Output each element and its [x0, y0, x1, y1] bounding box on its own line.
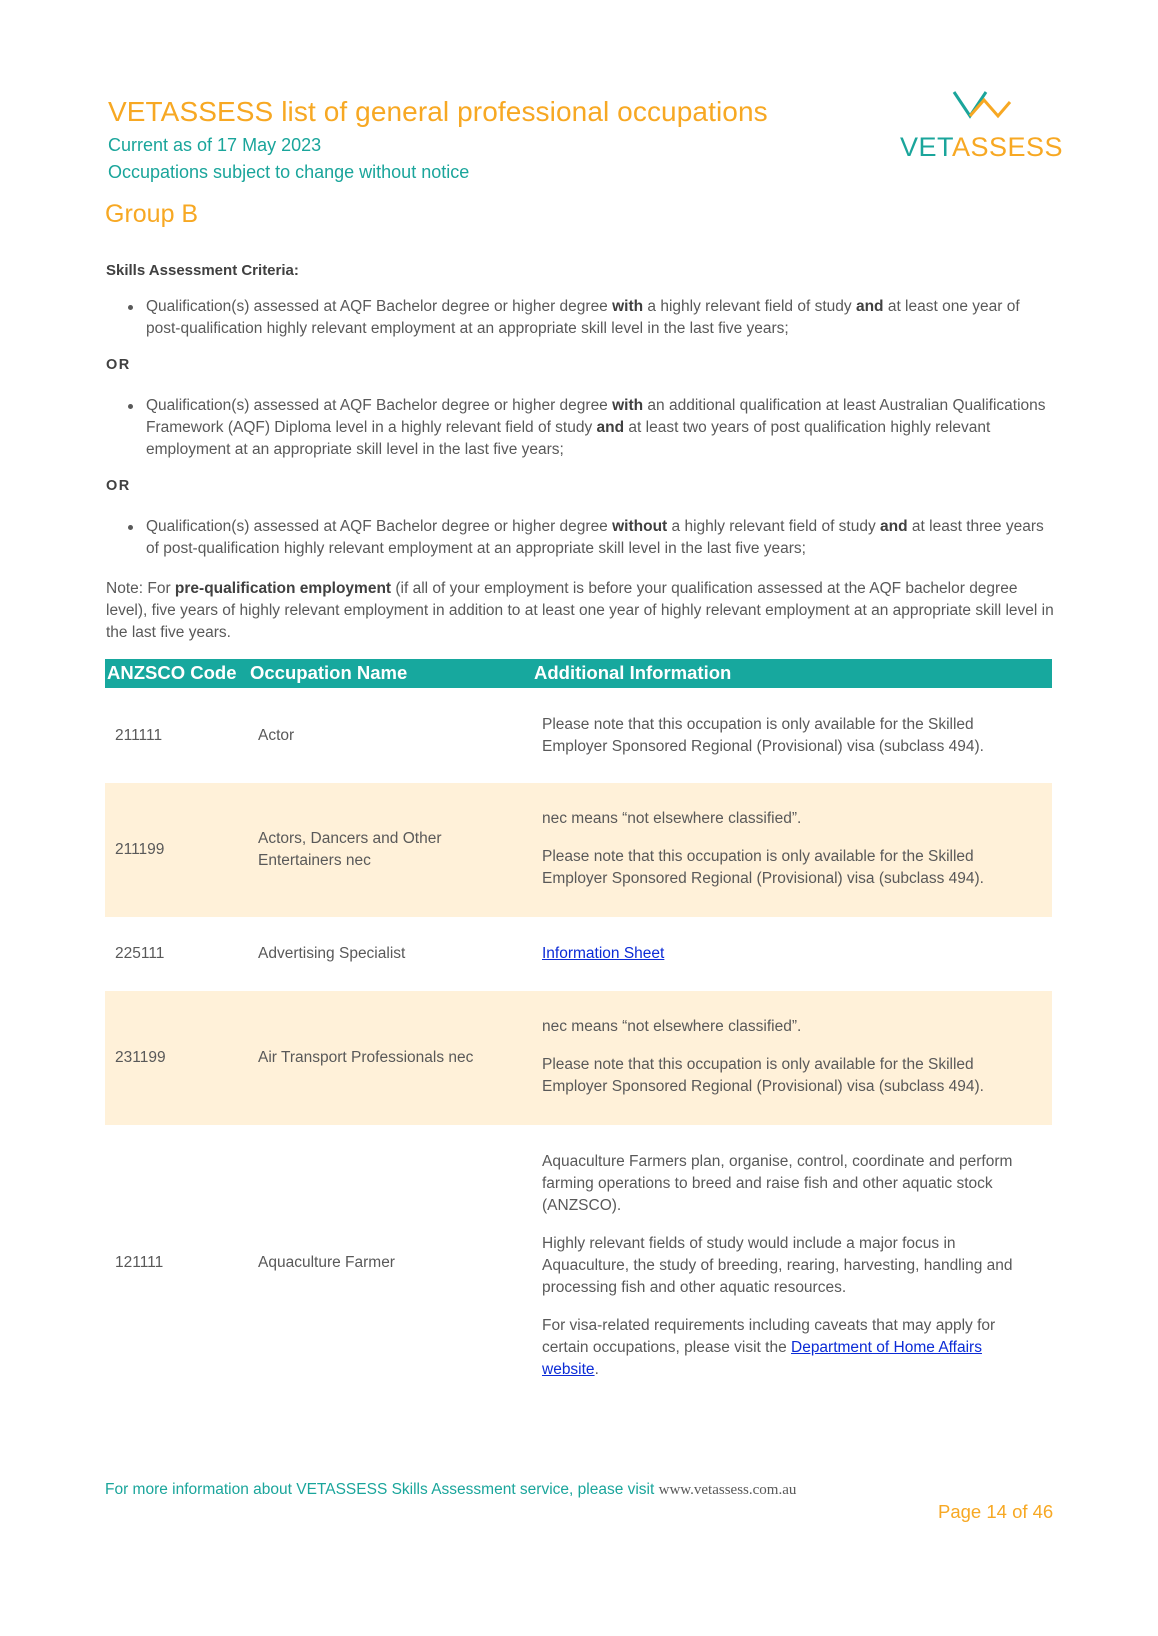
table-row	[105, 917, 1052, 991]
additional-info	[542, 943, 1042, 965]
column-header-info: Additional Information	[534, 662, 732, 683]
additional-info: Please note that this occupation is only available for the Skilled Employer Sponsored Regional (Provisional) visa (subclass 494).	[542, 716, 984, 755]
occupation-name: Actor	[258, 727, 295, 744]
column-header-code: ANZSCO Code	[107, 662, 237, 683]
information-sheet-link[interactable]: Information Sheet	[542, 945, 665, 962]
criteria-bullet: Qualification(s) assessed at AQF Bachelor degree or higher degree with an additional qualification at least Australian Qualifications Framework (AQF) Diploma level in a highly relevant field of study and at least two years of post qualification highly relevant employment at an appropriate skill level in the last five years;	[146, 395, 1056, 461]
vetassess-logo	[900, 86, 1064, 166]
logo-wordmark: VETASSESS	[900, 132, 1064, 162]
page-number: Page 14 of 46	[938, 1501, 1054, 1522]
group-heading: Group B	[105, 200, 199, 228]
home-affairs-link[interactable]: Department of Home Affairs website	[542, 1339, 982, 1378]
additional-info: nec means “not elsewhere classified”. Please note that this occupation is only available for the Skilled Employer Sponsored Regional (Provisional) visa (subclass 494).	[542, 810, 984, 887]
logo-chevron-icon	[948, 86, 1020, 128]
criteria-bullet: Qualification(s) assessed at AQF Bachelor degree or higher degree with a highly relevant field of study and at least one year of post-qualification highly relevant employment at an appropriate skill level in the last five years;	[146, 296, 1056, 340]
footer-url: www.vetassess.com.au	[658, 1482, 797, 1498]
occupation-name: Actors, Dancers and Other Entertainers nec	[258, 830, 442, 869]
table-row	[105, 695, 1052, 783]
footer-info: For more information about VETASSESS Skills Assessment service, please visit www.vetassess.com.au	[105, 1481, 797, 1498]
additional-info: nec means “not elsewhere classified”. Please note that this occupation is only available for the Skilled Employer Sponsored Regional (Provisional) visa (subclass 494).	[542, 1018, 984, 1095]
or-separator: OR	[106, 357, 131, 373]
occupation-name: Advertising Specialist	[258, 945, 406, 962]
occupation-name: Air Transport Professionals nec	[258, 1049, 474, 1066]
table-row	[105, 991, 1052, 1125]
anzsco-code: 211199	[115, 841, 165, 858]
anzsco-code: 225111	[115, 945, 165, 962]
anzsco-code: 211111	[115, 727, 163, 744]
anzsco-code: 121111	[115, 1254, 164, 1271]
anzsco-code: 231199	[115, 1049, 166, 1066]
document-title: VETASSESS list of general professional occupations	[108, 96, 768, 127]
occupation-name: Aquaculture Farmer	[258, 1254, 395, 1271]
table-row	[105, 783, 1052, 917]
table-row	[105, 1125, 1052, 1415]
additional-info: Aquaculture Farmers plan, organise, control, coordinate and perform farming operations to breed and raise fish and other aquatic stock (ANZSCO). Highly relevant fields of study would include a major focus in Aquaculture, the study of breeding, rearing, harvesting, handling and processing fish and other aquatic resources. For visa-related requirements including caveats that may apply for certain occupations, please visit the Department of Home Affairs website.	[542, 1153, 1013, 1378]
column-header-occupation: Occupation Name	[250, 662, 408, 683]
current-as-of: Current as of 17 May 2023	[108, 135, 322, 155]
table-header	[105, 659, 1052, 688]
change-notice: Occupations subject to change without notice	[108, 162, 470, 182]
or-separator: OR	[106, 478, 131, 494]
criteria-bullet: Qualification(s) assessed at AQF Bachelor degree or higher degree without a highly relevant field of study and at least three years of post-qualification highly relevant employment at an appropriate skill level in the last five years;	[146, 516, 1056, 560]
criteria-heading: Skills Assessment Criteria:	[106, 262, 299, 279]
note-paragraph: Note: For pre-qualification employment (if all of your employment is before your qualification assessed at the AQF bachelor degree level), five years of highly relevant employment in addition to at least one year of highly relevant employment at an appropriate skill level in the last five years.	[106, 580, 1054, 641]
